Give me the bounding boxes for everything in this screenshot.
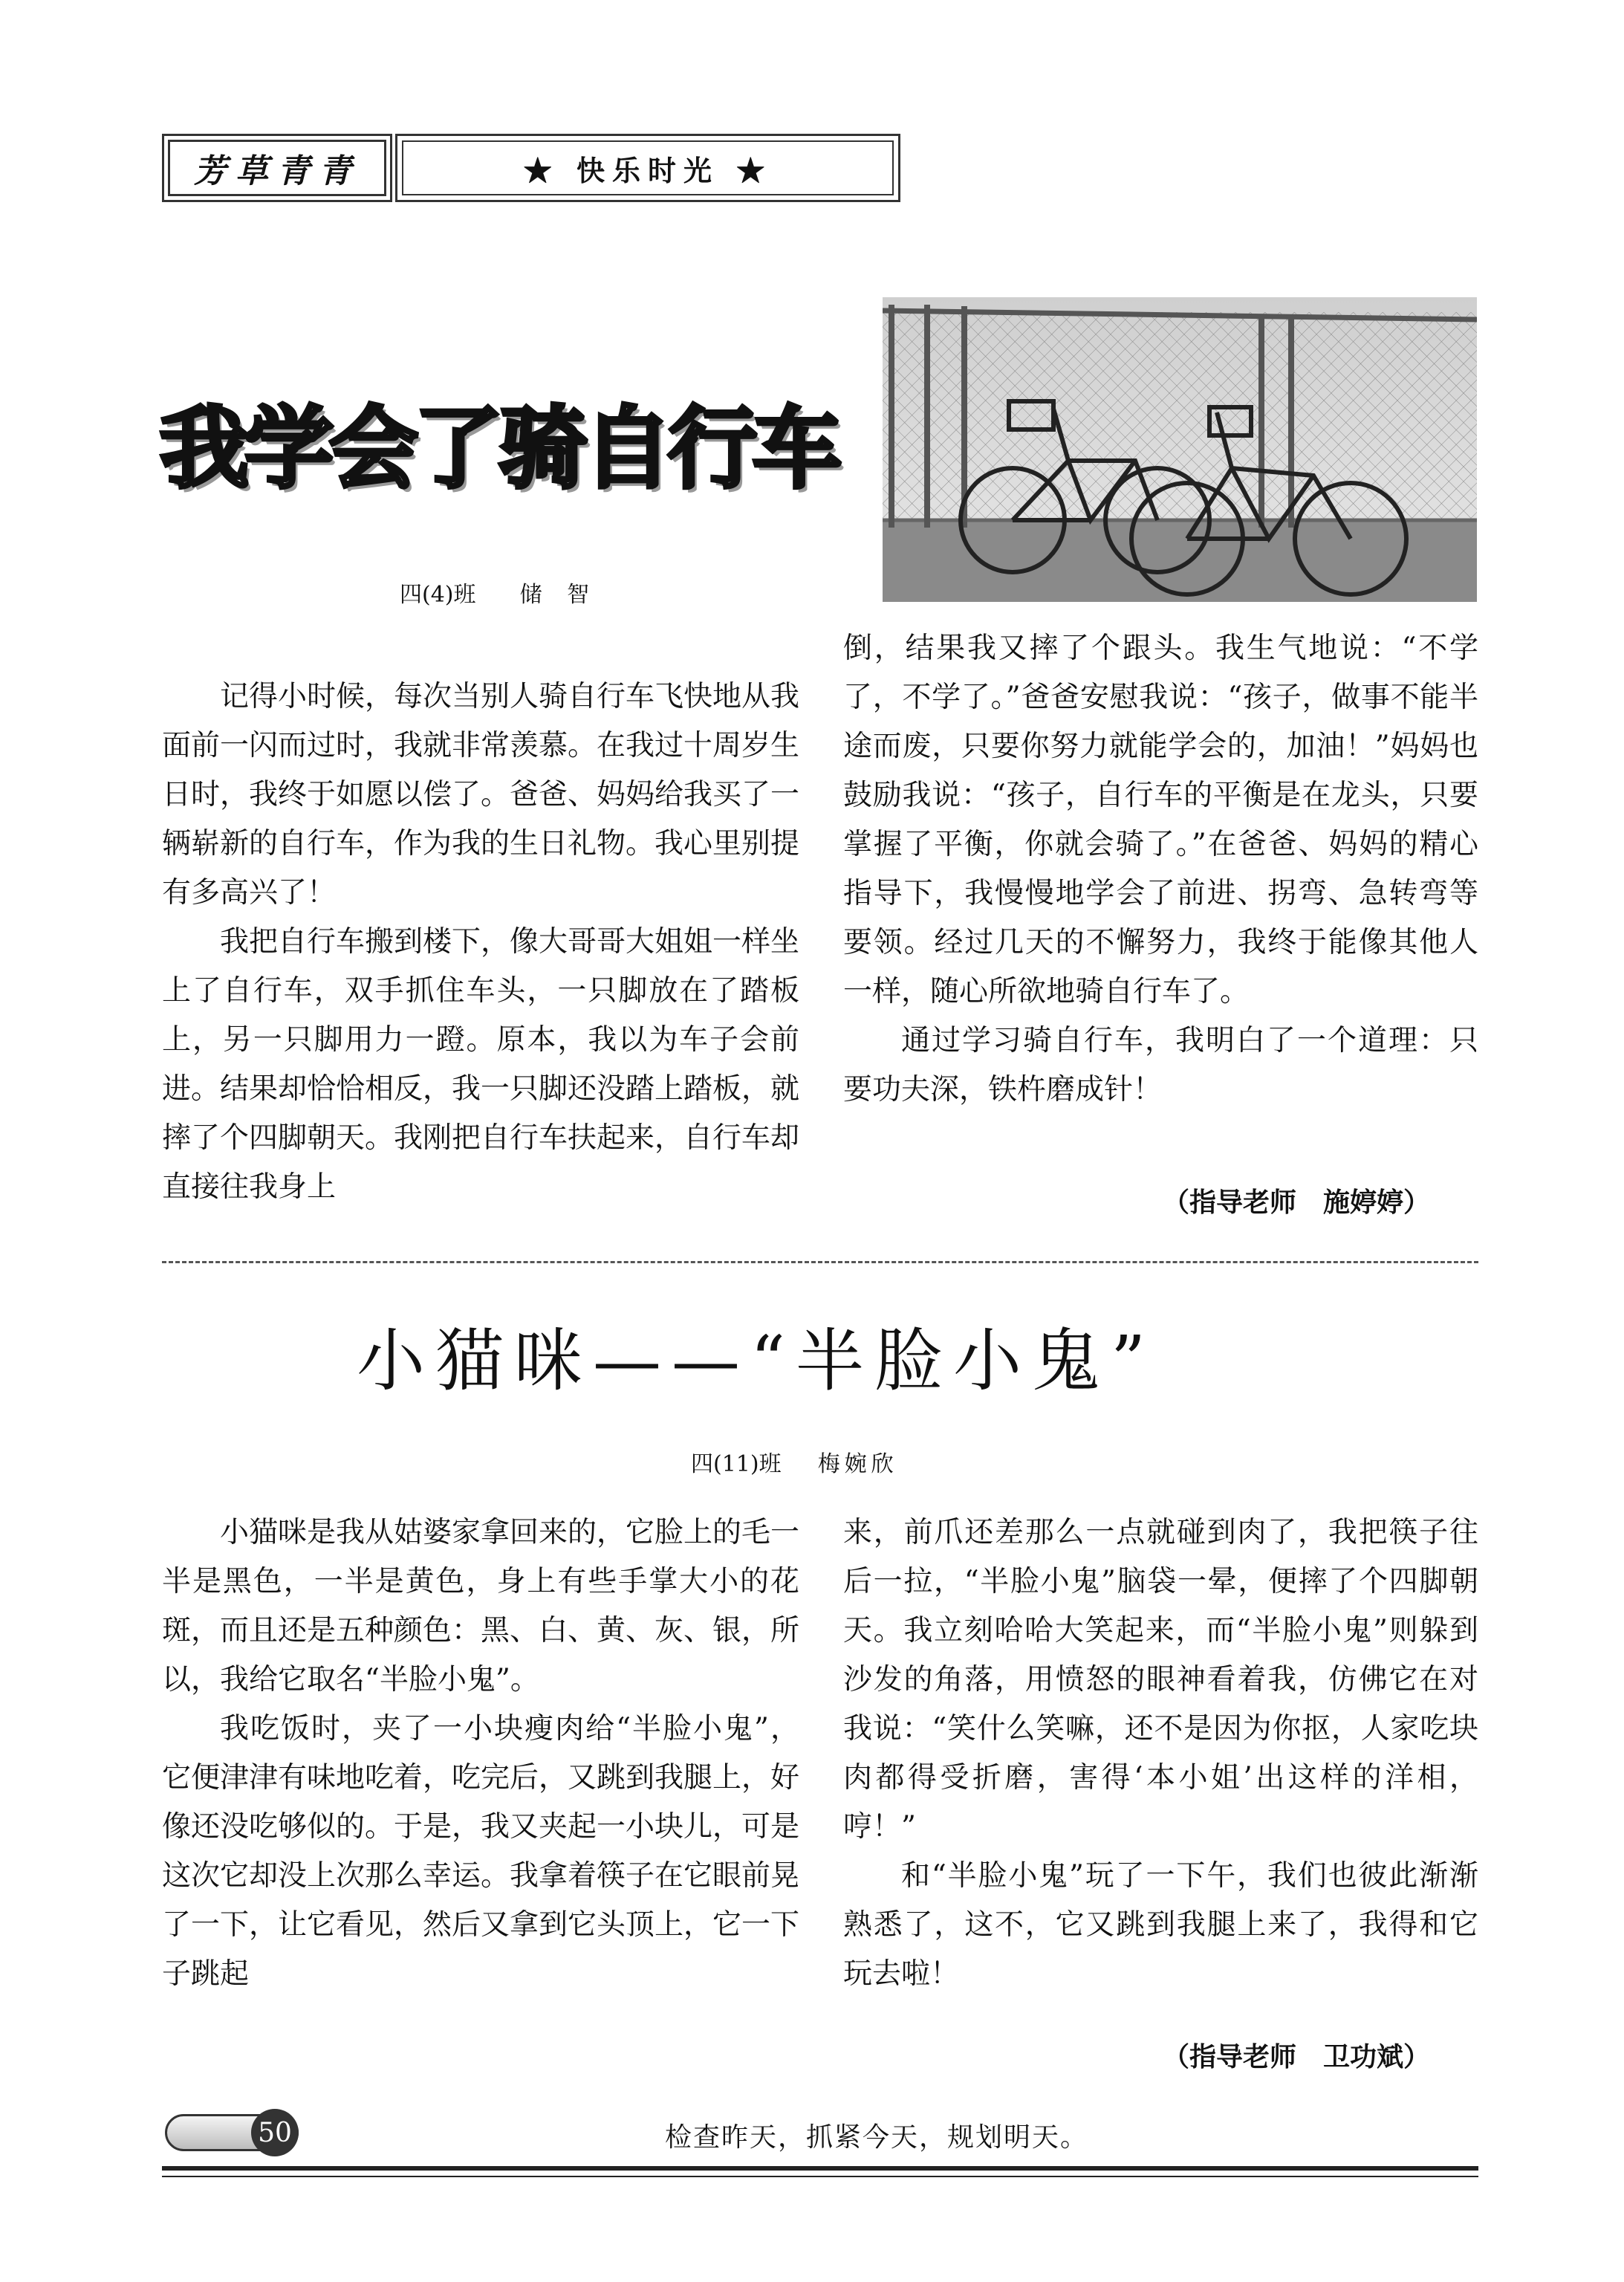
author-name: 储 智 — [519, 582, 599, 608]
paragraph: 我吃饭时，夹了一小块瘦肉给“半脸小鬼”，它便津津有味地吃着，吃完后，又跳到我腿上，好像还没吃够似的。于是，我又夹起一小块儿，可是这次它却没上次那么幸运。我拿着筷子在它眼前晃了一下，让它看见，然后又拿到它头顶上，它一下子跳起 — [162, 1712, 800, 1991]
article2-title: 小猫咪——“半脸小鬼” — [357, 1321, 1157, 1401]
article1-left-column — [162, 672, 799, 1212]
section-divider — [162, 1261, 1478, 1263]
paragraph: 记得小时候，每次当别人骑自行车飞快地从我面前一闪而过时，我就非常羡慕。在我过十周岁生日时，我终于如愿以偿了。爸爸、妈妈给我买了一辆崭新的自行车，作为我的生日礼物。我心里别提有多高兴了！ — [162, 680, 800, 910]
footer-rule-thin — [162, 2176, 1478, 2177]
paragraph: 小猫咪是我从姑婆家拿回来的，它脸上的毛一半是黑色，一半是黄色，身上有些手掌大小的花斑，而且还是五种颜色：黑、白、黄、灰、银，所以，我给它取名“半脸小鬼”。 — [162, 1516, 800, 1696]
section-label-box — [162, 134, 392, 202]
article1-right-column — [843, 624, 1478, 1115]
paragraph: 通过学习骑自行车，我明白了一个道理：只要功夫深，铁杵磨成针！ — [843, 1024, 1478, 1106]
column-label-box — [395, 134, 900, 202]
article1-title: 我学会了骑自行车 — [160, 398, 837, 501]
bicycle-photo — [883, 297, 1477, 602]
author-name: 梅婉欣 — [817, 1451, 898, 1477]
author-class: 四(4)班 — [400, 582, 476, 608]
article2-left-column — [162, 1508, 799, 1999]
paragraph: 我把自行车搬到楼下，像大哥哥大姐姐一样坐上了自行车，双手抓住车头，一只脚放在了踏板上，另一只脚用力一蹬。原本，我以为车子会前进。结果却恰恰相反，我一只脚还没踏上踏板，就摔了个四脚朝天。我刚把自行车扶起来，自行车却直接往我身上 — [162, 925, 800, 1204]
footer-rule-thick — [162, 2166, 1478, 2171]
section-label: 芳草青青 — [194, 152, 360, 190]
article2-right-column — [843, 1508, 1478, 1999]
article2-credit: （指导老师 卫功斌） — [1163, 2042, 1431, 2072]
paragraph: 和“半脸小鬼”玩了一下午，我们也彼此渐渐熟悉了，这不，它又跳到我腿上来了，我得和它玩去啦！ — [843, 1859, 1478, 1991]
page-number: 50 — [251, 2109, 299, 2156]
paragraph: 来，前爪还差那么一点就碰到肉了，我把筷子往后一拉，“半脸小鬼”脑袋一晕，便摔了个四脚朝天。我立刻哈哈大笑起来，而“半脸小鬼”则躲到沙发的角落，用愤怒的眼神看着我，仿佛它在对我说：“笑什么笑嘛，还不是因为你抠，人家吃块肉都得受折磨，害得‘本小姐’出这样的洋相，哼！” — [843, 1516, 1478, 1844]
column-label: ★ 快乐时光 ★ — [523, 153, 773, 187]
paragraph: 倒，结果我又摔了个跟头。我生气地说：“不学了，不学了。”爸爸安慰我说：“孩子，做事不能半途而废，只要你努力就能学会的，加油！”妈妈也鼓励我说：“孩子，自行车的平衡是在龙头，只要掌握了平衡，你就会骑了。”在爸爸、妈妈的精心指导下，我慢慢地学会了前进、拐弯、急转弯等要领。经过几天的不懈努力，我终于能像其他人一样，随心所欲地骑自行车了。 — [843, 632, 1478, 1008]
author-class: 四(11)班 — [691, 1451, 782, 1477]
article2-byline — [691, 1445, 898, 1478]
article1-credit: （指导老师 施婷婷） — [1163, 1187, 1431, 1218]
article1-byline — [400, 576, 598, 609]
footer-motto: 检查昨天，抓紧今天，规划明天。 — [665, 2122, 1089, 2153]
